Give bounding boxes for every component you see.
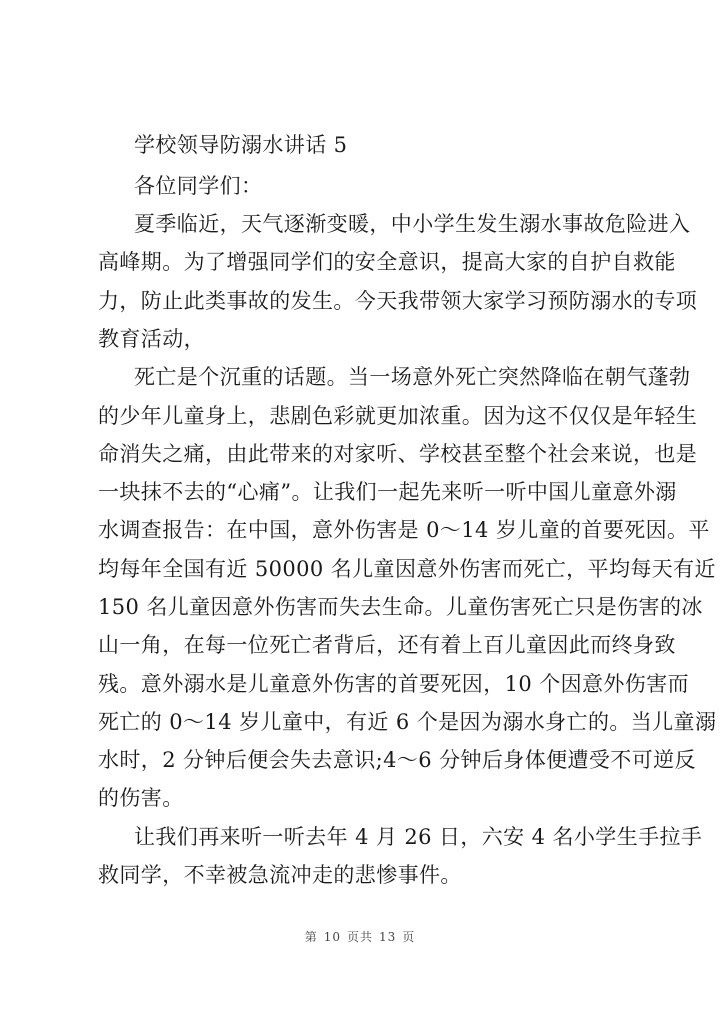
text-line: 水调查报告：在中国，意外伤害是 0～14 岁儿童的首要死因。平 bbox=[98, 518, 710, 542]
text-line: 山一角，在每一位死亡者背后，还有着上百儿童因此而终身致 bbox=[98, 633, 676, 657]
page-footer bbox=[0, 928, 720, 945]
page-label-prefix: 第 bbox=[304, 930, 318, 944]
current-page-number: 10 bbox=[323, 930, 341, 944]
text-line: 让我们再来听一听去年 4 月 26 日，六安 4 名小学生手拉手 bbox=[134, 825, 703, 849]
text-line: 的伤害。 bbox=[98, 786, 184, 810]
page-label-middle: 页共 bbox=[346, 930, 373, 944]
text-line: 死亡是个沉重的话题。当一场意外死亡突然降临在朝气蓬勃 bbox=[134, 365, 691, 389]
text-line: 救同学，不幸被急流冲走的悲惨事件。 bbox=[98, 863, 462, 887]
text-line: 夏季临近，天气逐渐变暖，中小学生发生溺水事故危险进入 bbox=[134, 212, 691, 236]
total-pages-number: 13 bbox=[379, 930, 397, 944]
text-line: 残。意外溺水是儿童意外伤害的首要死因，10 个因意外伤害而 bbox=[98, 672, 689, 696]
text-line: 命消失之痛，由此带来的对家听、学校甚至整个社会来说，也是 bbox=[98, 442, 698, 466]
greeting: 各位同学们： bbox=[134, 174, 263, 198]
text-line: 均每年全国有近 50000 名儿童因意外伤害而死亡，平均每天有近 bbox=[98, 557, 716, 581]
text-line: 教育活动， bbox=[98, 327, 205, 351]
text-line: 死亡的 0～14 岁儿童中，有近 6 个是因为溺水身亡的。当儿童溺 bbox=[98, 710, 717, 734]
page-label-suffix: 页 bbox=[402, 930, 416, 944]
text-line: 150 名儿童因意外伤害而失去生命。儿童伤害死亡只是伤害的冰 bbox=[98, 595, 703, 619]
text-line: 力，防止此类事故的发生。今天我带领大家学习预防溺水的专项 bbox=[98, 289, 698, 313]
document-title: 学校领导防溺水讲话 5 bbox=[134, 133, 348, 157]
text-line: 的少年儿童身上，悲剧色彩就更加浓重。因为这不仅仅是年轻生 bbox=[98, 404, 698, 428]
text-line: 高峰期。为了增强同学们的安全意识，提高大家的自护自救能 bbox=[98, 250, 676, 274]
text-line: 水时，2 分钟后便会失去意识;4～6 分钟后身体便遭受不可逆反 bbox=[98, 748, 696, 772]
text-line: 一块抹不去的“心痛”。让我们一起先来听一听中国儿童意外溺 bbox=[98, 480, 677, 504]
